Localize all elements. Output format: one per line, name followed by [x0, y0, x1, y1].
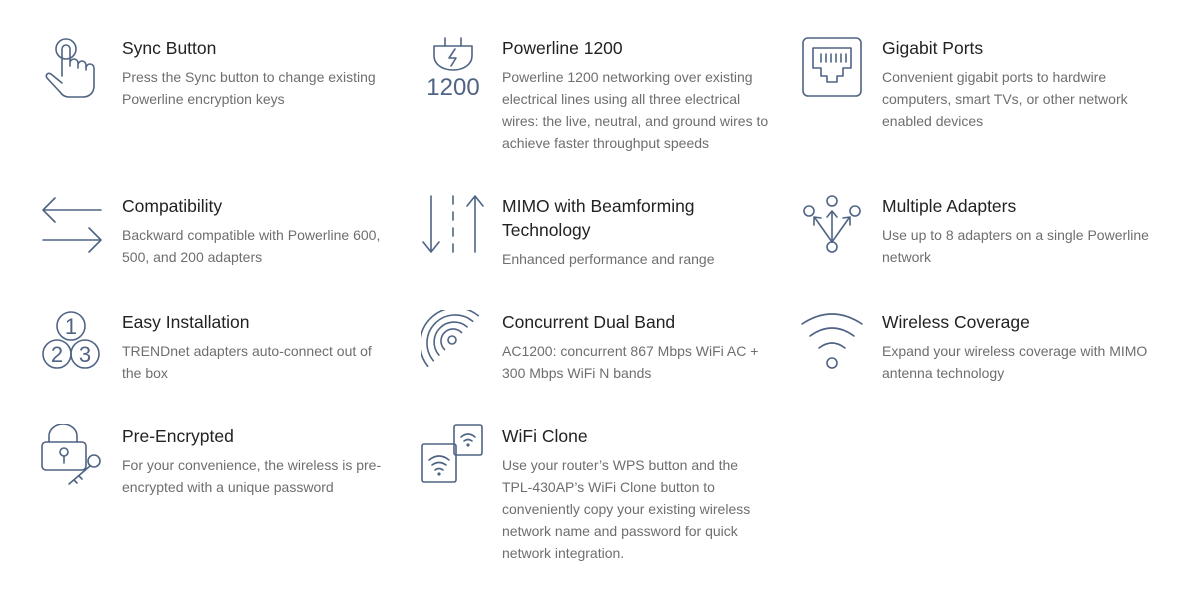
- mimo-arrows-icon: [421, 194, 485, 258]
- feature-title: Pre-Encrypted: [122, 426, 234, 446]
- feature-text: [122, 424, 392, 498]
- step-one-label: 1: [64, 314, 78, 339]
- feature-description: For your convenience, the wireless is pre-encrypted with a unique password: [122, 457, 382, 495]
- feature-title: WiFi Clone: [502, 426, 588, 446]
- feature-description: Press the Sync button to change existing Powerline encryption keys: [122, 69, 376, 107]
- feature-title: Easy Installation: [122, 312, 250, 332]
- tap-hand-icon: [41, 36, 105, 100]
- feature-text: [122, 194, 392, 268]
- feature-description: AC1200: concurrent 867 Mbps WiFi AC + 300 Mbps WiFi N bands: [502, 343, 759, 381]
- step-two-label: 2: [50, 342, 64, 367]
- feature-title: Multiple Adapters: [882, 196, 1017, 216]
- feature-description: Convenient gigabit ports to hardwire computers, smart TVs, or other network enabled devices: [882, 69, 1128, 129]
- feature-title: Powerline 1200: [502, 38, 623, 58]
- feature-text: [122, 36, 392, 110]
- feature-text: [502, 194, 772, 270]
- feature-title: Concurrent Dual Band: [502, 312, 676, 332]
- feature-text: [502, 424, 772, 564]
- network-nodes-icon: [801, 194, 865, 258]
- feature-description: Backward compatible with Powerline 600, 500, and 200 adapters: [122, 227, 381, 265]
- feature-text: [502, 310, 772, 384]
- feature-title: Compatibility: [122, 196, 223, 216]
- feature-description: Use your router’s WPS button and the TPL-430AP’s WiFi Clone button to conveniently copy your existing wireless network name and password for quick network integration.: [502, 457, 751, 561]
- plug-label: 1200: [426, 74, 480, 100]
- lock-key-icon: [41, 424, 105, 488]
- powerline-plug-icon: [421, 36, 485, 100]
- numbered-steps-icon: [41, 310, 105, 374]
- feature-title: Gigabit Ports: [882, 38, 984, 58]
- feature-text: [502, 36, 772, 154]
- feature-description: Enhanced performance and range: [502, 251, 715, 267]
- wifi-clone-icon: [421, 424, 485, 488]
- feature-title: Wireless Coverage: [882, 312, 1030, 332]
- feature-text: [882, 310, 1152, 384]
- ethernet-port-icon: [801, 36, 865, 100]
- wifi-icon: [801, 310, 865, 374]
- feature-title: MIMO with Beamforming Technology: [502, 196, 695, 240]
- feature-title: Sync Button: [122, 38, 217, 58]
- feature-text: [122, 310, 392, 384]
- swap-arrows-icon: [41, 194, 105, 258]
- feature-description: Powerline 1200 networking over existing electrical lines using all three electrical wires: the live, neutral, and ground wires to achieve faster throughput speeds: [502, 69, 769, 151]
- feature-description: Expand your wireless coverage with MIMO antenna technology: [882, 343, 1148, 381]
- feature-text: [882, 194, 1152, 268]
- feature-description: Use up to 8 adapters on a single Powerline network: [882, 227, 1149, 265]
- feature-description: TRENDnet adapters auto-connect out of the box: [122, 343, 372, 381]
- step-three-label: 3: [78, 342, 92, 367]
- signal-waves-icon: [421, 310, 485, 374]
- feature-text: [882, 36, 1152, 132]
